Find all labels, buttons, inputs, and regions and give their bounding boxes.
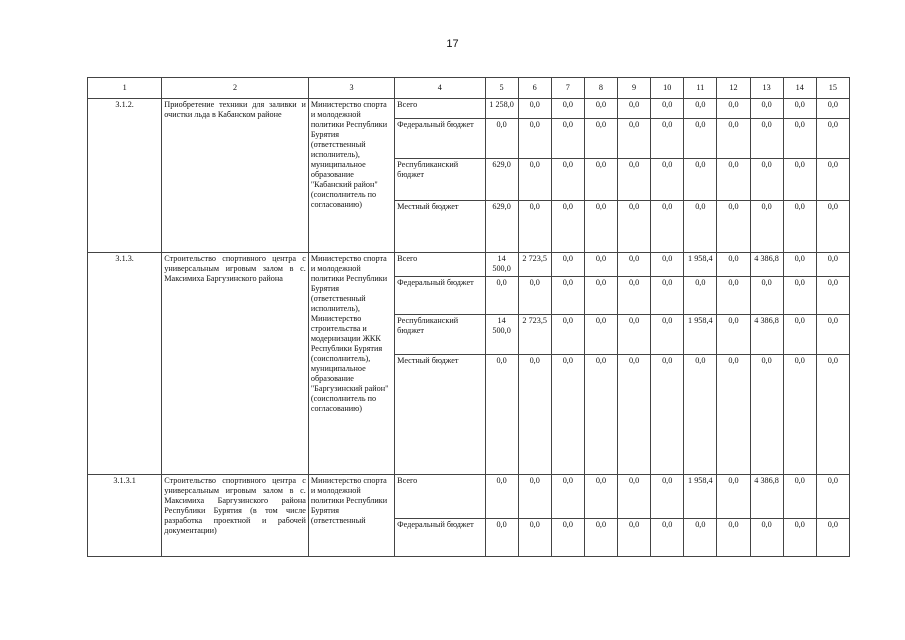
column-header: 6 [518,78,551,99]
value-cell: 0,0 [717,99,750,119]
column-header: 4 [395,78,485,99]
column-header: 11 [684,78,717,99]
measure-code: 3.1.2. [88,99,162,253]
value-cell: 0,0 [651,119,684,159]
value-cell: 4 386,8 [750,253,783,277]
value-cell: 629,0 [485,201,518,253]
column-header: 12 [717,78,750,99]
value-cell: 0,0 [551,119,584,159]
value-cell: 0,0 [518,277,551,315]
value-cell: 0,0 [651,253,684,277]
value-cell: 0,0 [717,475,750,519]
value-cell: 0,0 [618,519,651,557]
value-cell: 0,0 [717,277,750,315]
value-cell: 0,0 [551,315,584,355]
value-cell: 0,0 [684,519,717,557]
column-header: 1 [88,78,162,99]
value-cell: 0,0 [584,159,617,201]
value-cell: 14 500,0 [485,315,518,355]
value-cell: 0,0 [717,519,750,557]
value-cell: 0,0 [618,159,651,201]
value-cell: 0,0 [750,201,783,253]
column-header: 2 [162,78,309,99]
table-row [88,253,850,277]
value-cell: 0,0 [684,99,717,119]
value-cell: 0,0 [584,315,617,355]
measure-executor: Министерство спорта и молодежной политики Республики Бурятия (ответственный исполнитель), муниципальное образование "Кабанский район" (соисполнитель по согласованию) [308,99,394,253]
value-cell: 0,0 [750,119,783,159]
value-cell: 0,0 [750,355,783,475]
measure-name: Приобретение техники для заливки и очистки льда в Кабанском районе [162,99,309,253]
value-cell: 0,0 [783,253,816,277]
value-cell: 0,0 [584,119,617,159]
value-cell: 1 958,4 [684,253,717,277]
value-cell: 0,0 [485,277,518,315]
column-header: 5 [485,78,518,99]
value-cell: 1 258,0 [485,99,518,119]
value-cell: 0,0 [518,99,551,119]
value-cell: 0,0 [684,201,717,253]
value-cell: 0,0 [750,277,783,315]
value-cell: 2 723,5 [518,253,551,277]
value-cell: 0,0 [618,355,651,475]
value-cell: 0,0 [750,519,783,557]
value-cell: 0,0 [551,253,584,277]
value-cell: 0,0 [618,99,651,119]
funding-source: Федеральный бюджет [395,119,485,159]
value-cell: 0,0 [618,315,651,355]
value-cell: 0,0 [783,159,816,201]
funding-source: Всего [395,99,485,119]
value-cell: 0,0 [783,355,816,475]
value-cell: 0,0 [651,315,684,355]
funding-source: Федеральный бюджет [395,277,485,315]
measure-code: 3.1.3. [88,253,162,475]
funding-source: Местный бюджет [395,355,485,475]
value-cell: 0,0 [551,355,584,475]
value-cell: 0,0 [783,119,816,159]
value-cell: 4 386,8 [750,315,783,355]
funding-source: Республиканский бюджет [395,315,485,355]
value-cell: 0,0 [651,355,684,475]
value-cell: 0,0 [584,277,617,315]
column-header: 13 [750,78,783,99]
value-cell: 1 958,4 [684,315,717,355]
funding-source: Местный бюджет [395,201,485,253]
value-cell: 0,0 [518,355,551,475]
value-cell: 0,0 [783,475,816,519]
value-cell: 0,0 [816,277,849,315]
value-cell: 0,0 [651,475,684,519]
value-cell: 0,0 [618,253,651,277]
page-number: 17 [446,38,459,50]
value-cell: 0,0 [816,99,849,119]
value-cell: 0,0 [684,355,717,475]
column-header: 14 [783,78,816,99]
value-cell: 0,0 [816,159,849,201]
column-header: 8 [584,78,617,99]
column-header: 3 [308,78,394,99]
value-cell: 0,0 [485,119,518,159]
value-cell: 0,0 [684,159,717,201]
value-cell: 0,0 [816,201,849,253]
value-cell: 0,0 [684,277,717,315]
budget-table [87,77,850,557]
value-cell: 0,0 [485,355,518,475]
value-cell: 2 723,5 [518,315,551,355]
value-cell: 0,0 [783,315,816,355]
table-row [88,475,850,519]
value-cell: 0,0 [816,355,849,475]
value-cell: 0,0 [651,201,684,253]
value-cell: 0,0 [717,253,750,277]
header-row [88,78,850,99]
value-cell: 0,0 [651,277,684,315]
value-cell: 0,0 [551,159,584,201]
funding-source: Республиканский бюджет [395,159,485,201]
value-cell: 0,0 [584,475,617,519]
value-cell: 629,0 [485,159,518,201]
value-cell: 0,0 [618,475,651,519]
value-cell: 0,0 [783,519,816,557]
measure-name: Строительство спортивного центра с универсальным игровым залом в с. Максимиха Баргузинского района [162,253,309,475]
measure-executor: Министерство спорта и молодежной политики Республики Бурятия (ответственный [308,475,394,557]
value-cell: 0,0 [584,519,617,557]
value-cell: 0,0 [551,519,584,557]
column-header: 9 [618,78,651,99]
value-cell: 0,0 [551,99,584,119]
value-cell: 0,0 [717,315,750,355]
value-cell: 0,0 [684,119,717,159]
value-cell: 0,0 [750,99,783,119]
value-cell: 0,0 [518,201,551,253]
value-cell: 0,0 [618,277,651,315]
value-cell: 0,0 [816,519,849,557]
value-cell: 0,0 [717,119,750,159]
funding-source: Всего [395,475,485,519]
value-cell: 0,0 [651,159,684,201]
measure-executor: Министерство спорта и молодежной политики Республики Бурятия (ответственный исполнитель), Министерство строительства и модернизации ЖКК Республики Бурятия (соисполнитель), муниципальное образование "Баргузинский район" (соисполнитель по согласованию) [308,253,394,475]
measure-code: 3.1.3.1 [88,475,162,557]
value-cell: 0,0 [584,99,617,119]
value-cell: 4 386,8 [750,475,783,519]
value-cell: 0,0 [518,519,551,557]
value-cell: 0,0 [584,201,617,253]
value-cell: 0,0 [717,159,750,201]
value-cell: 0,0 [485,519,518,557]
value-cell: 0,0 [618,201,651,253]
column-header: 15 [816,78,849,99]
value-cell: 0,0 [551,201,584,253]
funding-source: Федеральный бюджет [395,519,485,557]
value-cell: 0,0 [485,475,518,519]
value-cell: 0,0 [518,475,551,519]
value-cell: 0,0 [816,315,849,355]
value-cell: 0,0 [618,119,651,159]
funding-source: Всего [395,253,485,277]
value-cell: 14 500,0 [485,253,518,277]
value-cell: 0,0 [551,277,584,315]
value-cell: 0,0 [518,159,551,201]
value-cell: 0,0 [717,201,750,253]
value-cell: 0,0 [584,253,617,277]
value-cell: 0,0 [651,519,684,557]
column-header: 7 [551,78,584,99]
value-cell: 0,0 [783,277,816,315]
table-row [88,99,850,119]
value-cell: 0,0 [651,99,684,119]
value-cell: 0,0 [717,355,750,475]
value-cell: 0,0 [816,475,849,519]
value-cell: 1 958,4 [684,475,717,519]
value-cell: 0,0 [518,119,551,159]
value-cell: 0,0 [783,201,816,253]
value-cell: 0,0 [816,119,849,159]
value-cell: 0,0 [783,99,816,119]
value-cell: 0,0 [750,159,783,201]
value-cell: 0,0 [816,253,849,277]
value-cell: 0,0 [551,475,584,519]
value-cell: 0,0 [584,355,617,475]
column-header: 10 [651,78,684,99]
measure-name: Строительство спортивного центра с универсальным игровым залом в с. Максимиха Баргузинского района Республики Бурятия (в том числе разработка проектной и рабочей документации) [162,475,309,557]
